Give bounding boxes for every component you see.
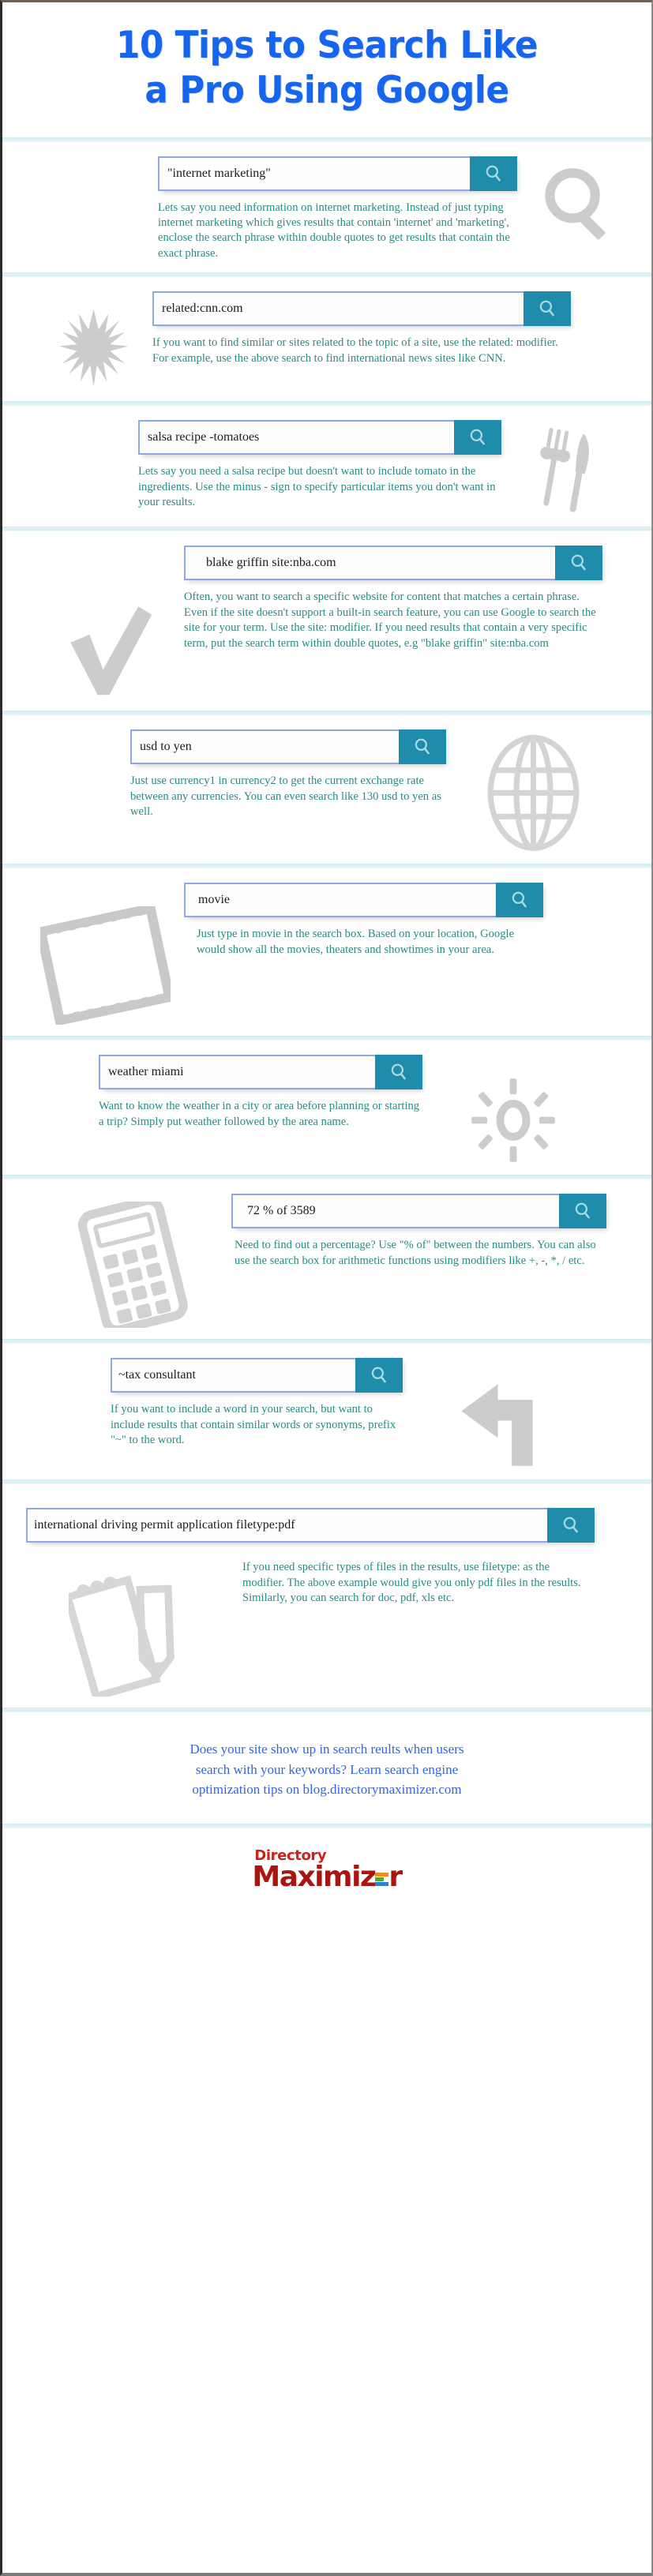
tip-row-6 [2, 868, 651, 1036]
search-button-3[interactable] [454, 420, 501, 455]
tip-description-1: Lets say you need information on internet marketing. Instead of just typing internet marketing which gives results that contain 'internet' and 'marketing', enclose the search phrase within double quotes to get results that contain the exact phrase. [158, 201, 510, 260]
tip-description-2: If you want to find similar or sites related to the topic of a site, use the related: modifier. For example, use the above search to find international news sites like CNN. [152, 336, 558, 365]
tip-body-7 [99, 1055, 422, 1130]
search-icon [561, 1515, 581, 1535]
search-button-9[interactable] [355, 1358, 403, 1393]
tip-description-3: Lets say you need a salsa recipe but doesn't want to include tomato in the ingredients. Use the minus - sign to specify particular items you don't want in your results. [138, 465, 496, 509]
search-input-1[interactable]: "internet marketing" [158, 156, 470, 191]
tip-body-3 [138, 420, 501, 510]
search-bar-8[interactable] [231, 1194, 606, 1228]
tip-row-3 [2, 406, 651, 527]
tip-body-10 [242, 1560, 594, 1606]
search-input-9[interactable]: ~tax consultant [111, 1358, 355, 1393]
tip-body-2 [152, 291, 571, 366]
tip-body-4 [184, 546, 602, 651]
cta-line-3[interactable]: optimization tips on blog.directorymaximizer.com [192, 1782, 462, 1798]
tip-row-7 [2, 1041, 651, 1175]
cta-line-1: Does your site show up in search reults when users [190, 1742, 464, 1757]
logo-line-bottom [252, 1860, 402, 1893]
tip-icon-8 [34, 1194, 231, 1328]
call-to-action [2, 1712, 651, 1824]
tip-body-6 [184, 883, 543, 958]
tip-icon-2 [34, 291, 152, 390]
tip-body-1 [158, 156, 517, 262]
tip-description-6: Just type in movie in the search box. Based on your location, Google would show all the movies, theaters and showtimes in your area. [197, 928, 515, 956]
tip-row-9 [2, 1344, 651, 1479]
search-icon [483, 163, 504, 184]
notepad-pencil-icon [69, 1566, 187, 1697]
search-button-4[interactable] [555, 546, 602, 580]
tip-description-7: Want to know the weather in a city or area before planning or starting a trip? Simply put weather followed by the area name. [99, 1100, 420, 1128]
tip-description-4: Often, you want to search a specific website for content that matches a certain phrase. Even if the site doesn't support a built-in search feature, you can use Google to search the site for your term. Use the site: modifier. If you need results that contain a very specific term, put the search term within double quotes, e.g "blake griffin" site:nba.com [184, 591, 596, 650]
search-icon [412, 737, 433, 757]
search-input-4[interactable]: blake griffin site:nba.com [184, 546, 555, 580]
search-button-5[interactable] [399, 729, 446, 764]
search-icon [569, 553, 589, 573]
tip-icon-4 [34, 546, 184, 699]
fork-knife-icon [525, 425, 604, 516]
search-input-3[interactable]: salsa recipe -tomatoes [138, 420, 454, 455]
globe-icon [476, 734, 591, 853]
search-button-1[interactable] [470, 156, 517, 191]
tip-body-9 [111, 1358, 403, 1448]
search-button-6[interactable] [496, 883, 543, 917]
film-frame-icon [40, 906, 171, 1025]
tip-row-10 [2, 1484, 651, 1708]
search-bar-6[interactable] [184, 883, 543, 917]
cta-line-2: search with your keywords? Learn search engine [195, 1761, 459, 1777]
search-button-10[interactable] [547, 1508, 595, 1543]
turn-arrow-left-icon [456, 1382, 555, 1468]
page-title [32, 23, 621, 114]
logo-text-after-bars: r [388, 1860, 402, 1893]
tip-description-9: If you want to include a word in your search, but want to include results that contain similar words or synonyms, prefix "~" to the word. [111, 1403, 396, 1447]
search-icon [388, 1062, 409, 1082]
tip-body-8 [231, 1194, 606, 1269]
tip-icon-1 [517, 156, 644, 249]
search-icon [369, 1365, 389, 1385]
page-title-line-2: a Pro Using Google [144, 69, 509, 113]
search-bar-2[interactable] [152, 291, 571, 326]
calculator-icon [73, 1202, 192, 1328]
page-header [2, 2, 651, 137]
tip-icon-10 [13, 1560, 242, 1697]
search-input-2[interactable]: related:cnn.com [152, 291, 524, 326]
tip-icon-9 [403, 1358, 608, 1468]
tip-body-5 [130, 729, 446, 819]
tip-icon-3 [501, 420, 628, 516]
search-button-7[interactable] [375, 1055, 422, 1089]
logo-text-before-bars: Maximiz [252, 1860, 376, 1893]
footer-logo-area [2, 1828, 651, 1907]
search-bar-4[interactable] [184, 546, 602, 580]
search-icon [509, 890, 530, 910]
logo-line-top: Directory [254, 1847, 327, 1864]
tip-icon-6 [26, 883, 184, 1025]
search-icon [537, 298, 557, 319]
search-bar-5[interactable] [130, 729, 446, 764]
tip-icon-7 [422, 1055, 604, 1164]
search-button-2[interactable] [524, 291, 571, 326]
tip-row-1 [2, 142, 651, 273]
search-bar-9[interactable] [111, 1358, 403, 1393]
tip-row-4 [2, 531, 651, 711]
search-input-7[interactable]: weather miami [99, 1055, 375, 1089]
sun-icon [470, 1077, 557, 1164]
tip-description-10: If you need specific types of files in the results, use filetype: as the modifier. The above example would give you only pdf files in the results. Similarly, you can search for doc, pdf, xls etc. [242, 1561, 581, 1605]
search-input-5[interactable]: usd to yen [130, 729, 399, 764]
logo-color-bars-icon [375, 1872, 388, 1888]
tip-description-5: Just use currency1 in currency2 to get the current exchange rate between any currencies. You can even search like 130 usd to yen as well. [130, 774, 441, 819]
tip-row-2 [2, 277, 651, 401]
tip-description-8: Need to find out a percentage? Use "% of" between the numbers. You can also use the search box for arithmetic functions using modifiers like +, -, *, / etc. [235, 1239, 596, 1267]
search-icon [467, 427, 488, 448]
search-bar-1[interactable] [158, 156, 517, 191]
checkmark-icon [64, 605, 155, 699]
magnifier-icon [537, 163, 624, 249]
search-bar-3[interactable] [138, 420, 501, 455]
tip-row-8 [2, 1179, 651, 1339]
search-bar-10[interactable] [26, 1508, 595, 1543]
search-input-8[interactable]: 72 % of 3589 [231, 1194, 559, 1228]
search-input-10[interactable]: international driving permit application filetype:pdf [26, 1508, 547, 1543]
search-icon [572, 1201, 593, 1221]
tip-row-5 [2, 715, 651, 864]
tip-icon-5 [446, 729, 620, 853]
directory-maximizer-logo[interactable] [252, 1849, 401, 1892]
search-input-6[interactable]: movie [184, 883, 496, 917]
search-bar-7[interactable] [99, 1055, 422, 1089]
starburst-icon [52, 307, 135, 390]
search-button-8[interactable] [559, 1194, 606, 1228]
page-title-line-1: 10 Tips to Search Like [115, 24, 539, 67]
